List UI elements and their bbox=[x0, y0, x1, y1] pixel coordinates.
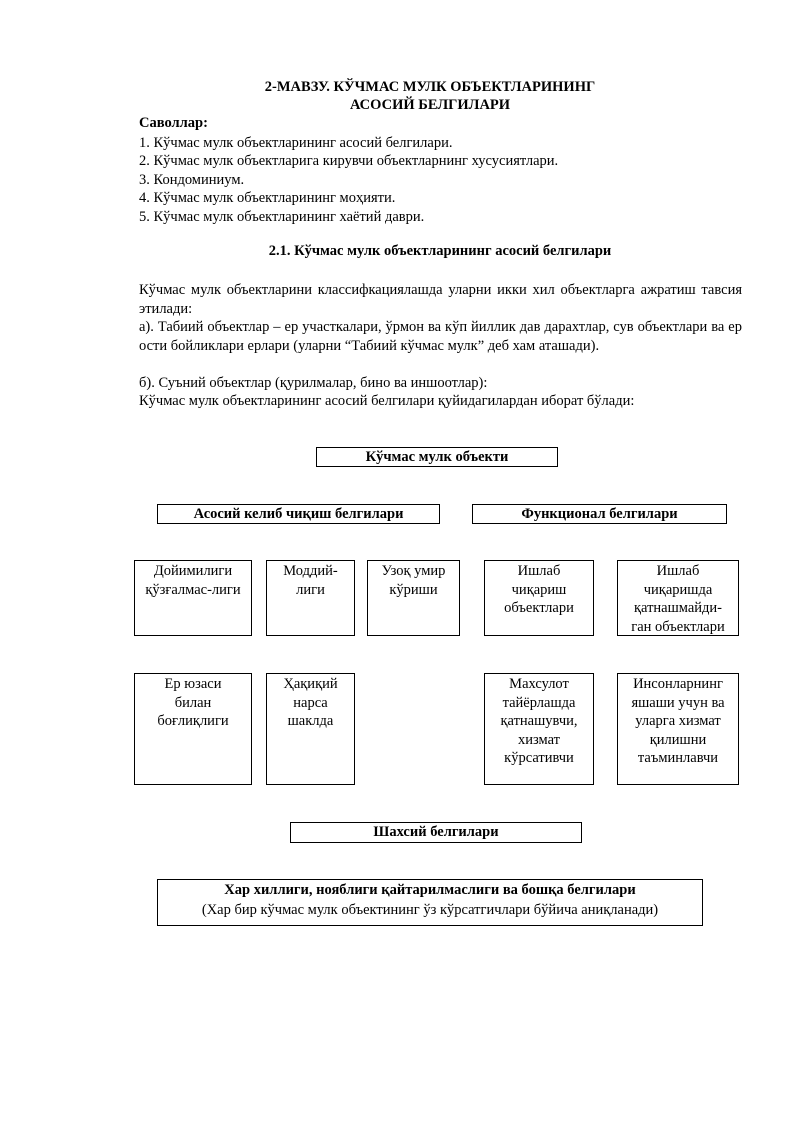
diagram-group-origin-box: Асосий келиб чиқиш белгилари bbox=[157, 504, 440, 524]
paragraph-artificial-objects: б). Суъний объектлар (қурилмалар, бино ва иншоотлар): bbox=[139, 375, 488, 391]
question-item-1: 1. Кўчмас мулк объектларининг асосий белгилари. bbox=[139, 135, 453, 151]
paragraph-intro: Кўчмас мулк объектларини классифкациялашда уларни икки хил объектларга ажратиш тавсия этилади: bbox=[139, 282, 742, 317]
paragraph-natural-objects: а). Табиий объектлар – ер участкалари, ўрмон ва кўп йиллик дав дарахтлар, сув объектлари ва ер ости бойликлари ерлари (уларни “Табиий кўчмас мулк” деб хам аташади). bbox=[139, 319, 742, 354]
page-title-line-2: АСОСИЙ БЕЛГИЛАРИ bbox=[349, 97, 511, 113]
diagram-box-non-production-objects: Ишлаб чиқаришда қатнашмайди-ган объектлари bbox=[617, 560, 739, 636]
diagram-box-service-production: Махсулот тайёрлашда қатнашувчи, хизмат кўрсативчи bbox=[484, 673, 594, 785]
question-item-4: 4. Кўчмас мулк объектларининг моҳияти. bbox=[139, 190, 396, 206]
section-title: 2.1. Кўчмас мулк объектларининг асосий белгилари bbox=[268, 243, 612, 259]
questions-heading: Саволлар: bbox=[139, 115, 208, 131]
diagram-bottom-line-2: (Хар бир кўчмас мулк объектининг ўз кўрсатгичлари бўйича аниқланади) bbox=[201, 901, 659, 918]
page-title-line-1: 2-МАВЗУ. КЎЧМАС МУЛК ОБЪЕКТЛАРИНИНГ bbox=[264, 79, 596, 95]
question-item-3: 3. Кондоминиум. bbox=[139, 172, 245, 188]
diagram-box-production-objects: Ишлаб чиқариш объектлари bbox=[484, 560, 594, 636]
diagram-box-physical-form: Ҳақиқий нарса шаклда bbox=[266, 673, 355, 785]
paragraph-main-features: Кўчмас мулк объектларининг асосий белгилари қуйидагилардан иборат бўлади: bbox=[139, 393, 635, 409]
diagram-box-land-connection: Ер юзаси билан боғлиқлиги bbox=[134, 673, 252, 785]
diagram-group-functional-box: Функционал белгилари bbox=[472, 504, 727, 524]
diagram-box-materiality: Моддий-лиги bbox=[266, 560, 355, 636]
diagram-personal-features-box: Шахсий белгилари bbox=[290, 822, 582, 843]
question-item-5: 5. Кўчмас мулк объектларининг хаётий даври. bbox=[139, 209, 425, 225]
diagram-bottom-box bbox=[157, 879, 703, 926]
diagram-bottom-line-1: Хар хиллиги, нояблиги қайтарилмаслиги ва бошқа белгилари bbox=[224, 882, 636, 898]
diagram-box-longevity: Узоқ умир кўриши bbox=[367, 560, 460, 636]
diagram-root-box: Кўчмас мулк объекти bbox=[316, 447, 558, 467]
diagram-box-living-services: Инсонларнинг яшаши учун ва уларга хизмат қилишни таъминлавчи bbox=[617, 673, 739, 785]
question-item-2: 2. Кўчмас мулк объектларига кирувчи объектларнинг хусусиятлари. bbox=[139, 153, 559, 169]
diagram-box-immobility: Дойимилиги қўзғалмас-лиги bbox=[134, 560, 252, 636]
